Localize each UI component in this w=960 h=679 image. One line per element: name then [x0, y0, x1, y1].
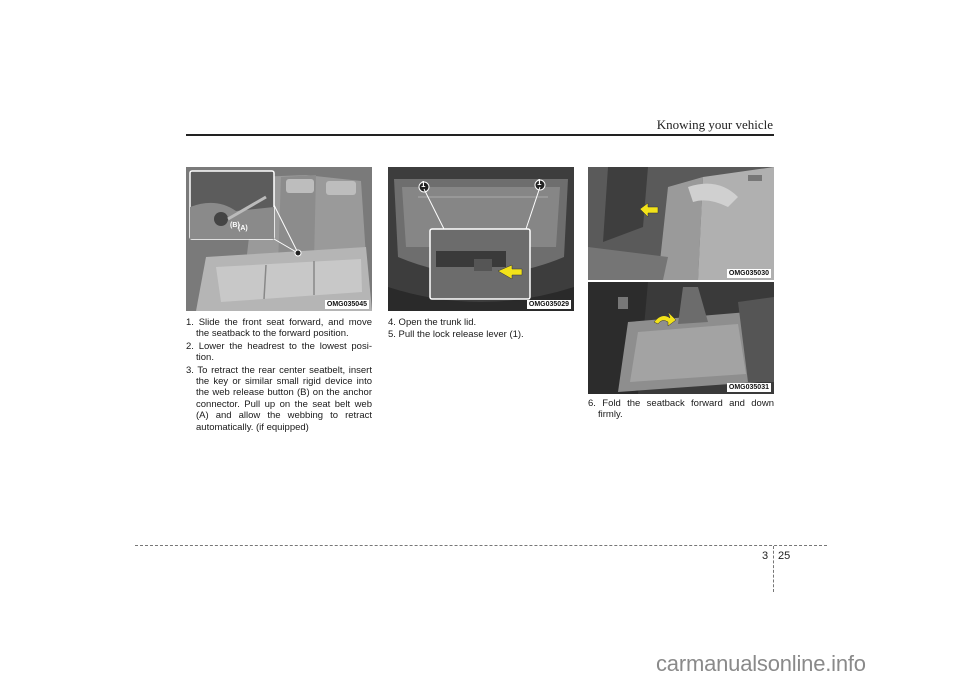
watermark: carmanualsonline.info	[656, 651, 866, 676]
trunk-photo	[388, 167, 574, 311]
figure-trunk	[388, 167, 574, 311]
chapter-number: 3	[762, 550, 769, 562]
figure-seatback-release	[588, 167, 774, 280]
page-number: 25	[778, 550, 791, 562]
step-6: 6. Fold the seatback forward and down firmly.	[588, 398, 774, 421]
column-1-steps	[186, 317, 372, 433]
seatback-folded-photo	[588, 282, 774, 394]
figure-code: OMG035031	[728, 384, 769, 391]
rear-seat-photo	[186, 167, 372, 311]
figure-seatback-folded	[588, 282, 774, 394]
footer-rule	[135, 545, 827, 546]
figure-code: OMG035045	[326, 301, 367, 308]
column-3-steps	[588, 398, 774, 421]
section-title: Knowing your vehicle	[656, 117, 773, 132]
seatback-release-photo	[588, 167, 774, 280]
step-2: 2. Lower the headrest to the lowest posi-tion.	[186, 340, 372, 364]
callout-a: (A)	[238, 225, 248, 232]
header-rule	[186, 134, 774, 136]
column-2-steps	[388, 317, 574, 341]
callout-1-left: 1	[421, 180, 426, 189]
step-5: 5. Pull the lock release lever (1).	[388, 329, 524, 341]
figure-code: OMG035030	[728, 270, 769, 277]
callout-1-right: 1	[537, 178, 542, 187]
callout-b: (B)	[230, 222, 240, 229]
step-1: 1. Slide the front seat forward, and move the seatback to the forward position.	[186, 317, 372, 340]
step-3: 3. To retract the rear center seatbelt, insert the key or similar small rigid device into the web release button (B) on the anchor connector. Pull up on the seat belt web (A) and allow the webbing to retract automatically. (if equipped)	[186, 364, 372, 433]
figure-code: OMG035029	[528, 301, 569, 308]
page-number-separator	[773, 546, 774, 592]
figure-rear-seat	[186, 167, 372, 311]
step-4: 4. Open the trunk lid.	[388, 317, 477, 328]
